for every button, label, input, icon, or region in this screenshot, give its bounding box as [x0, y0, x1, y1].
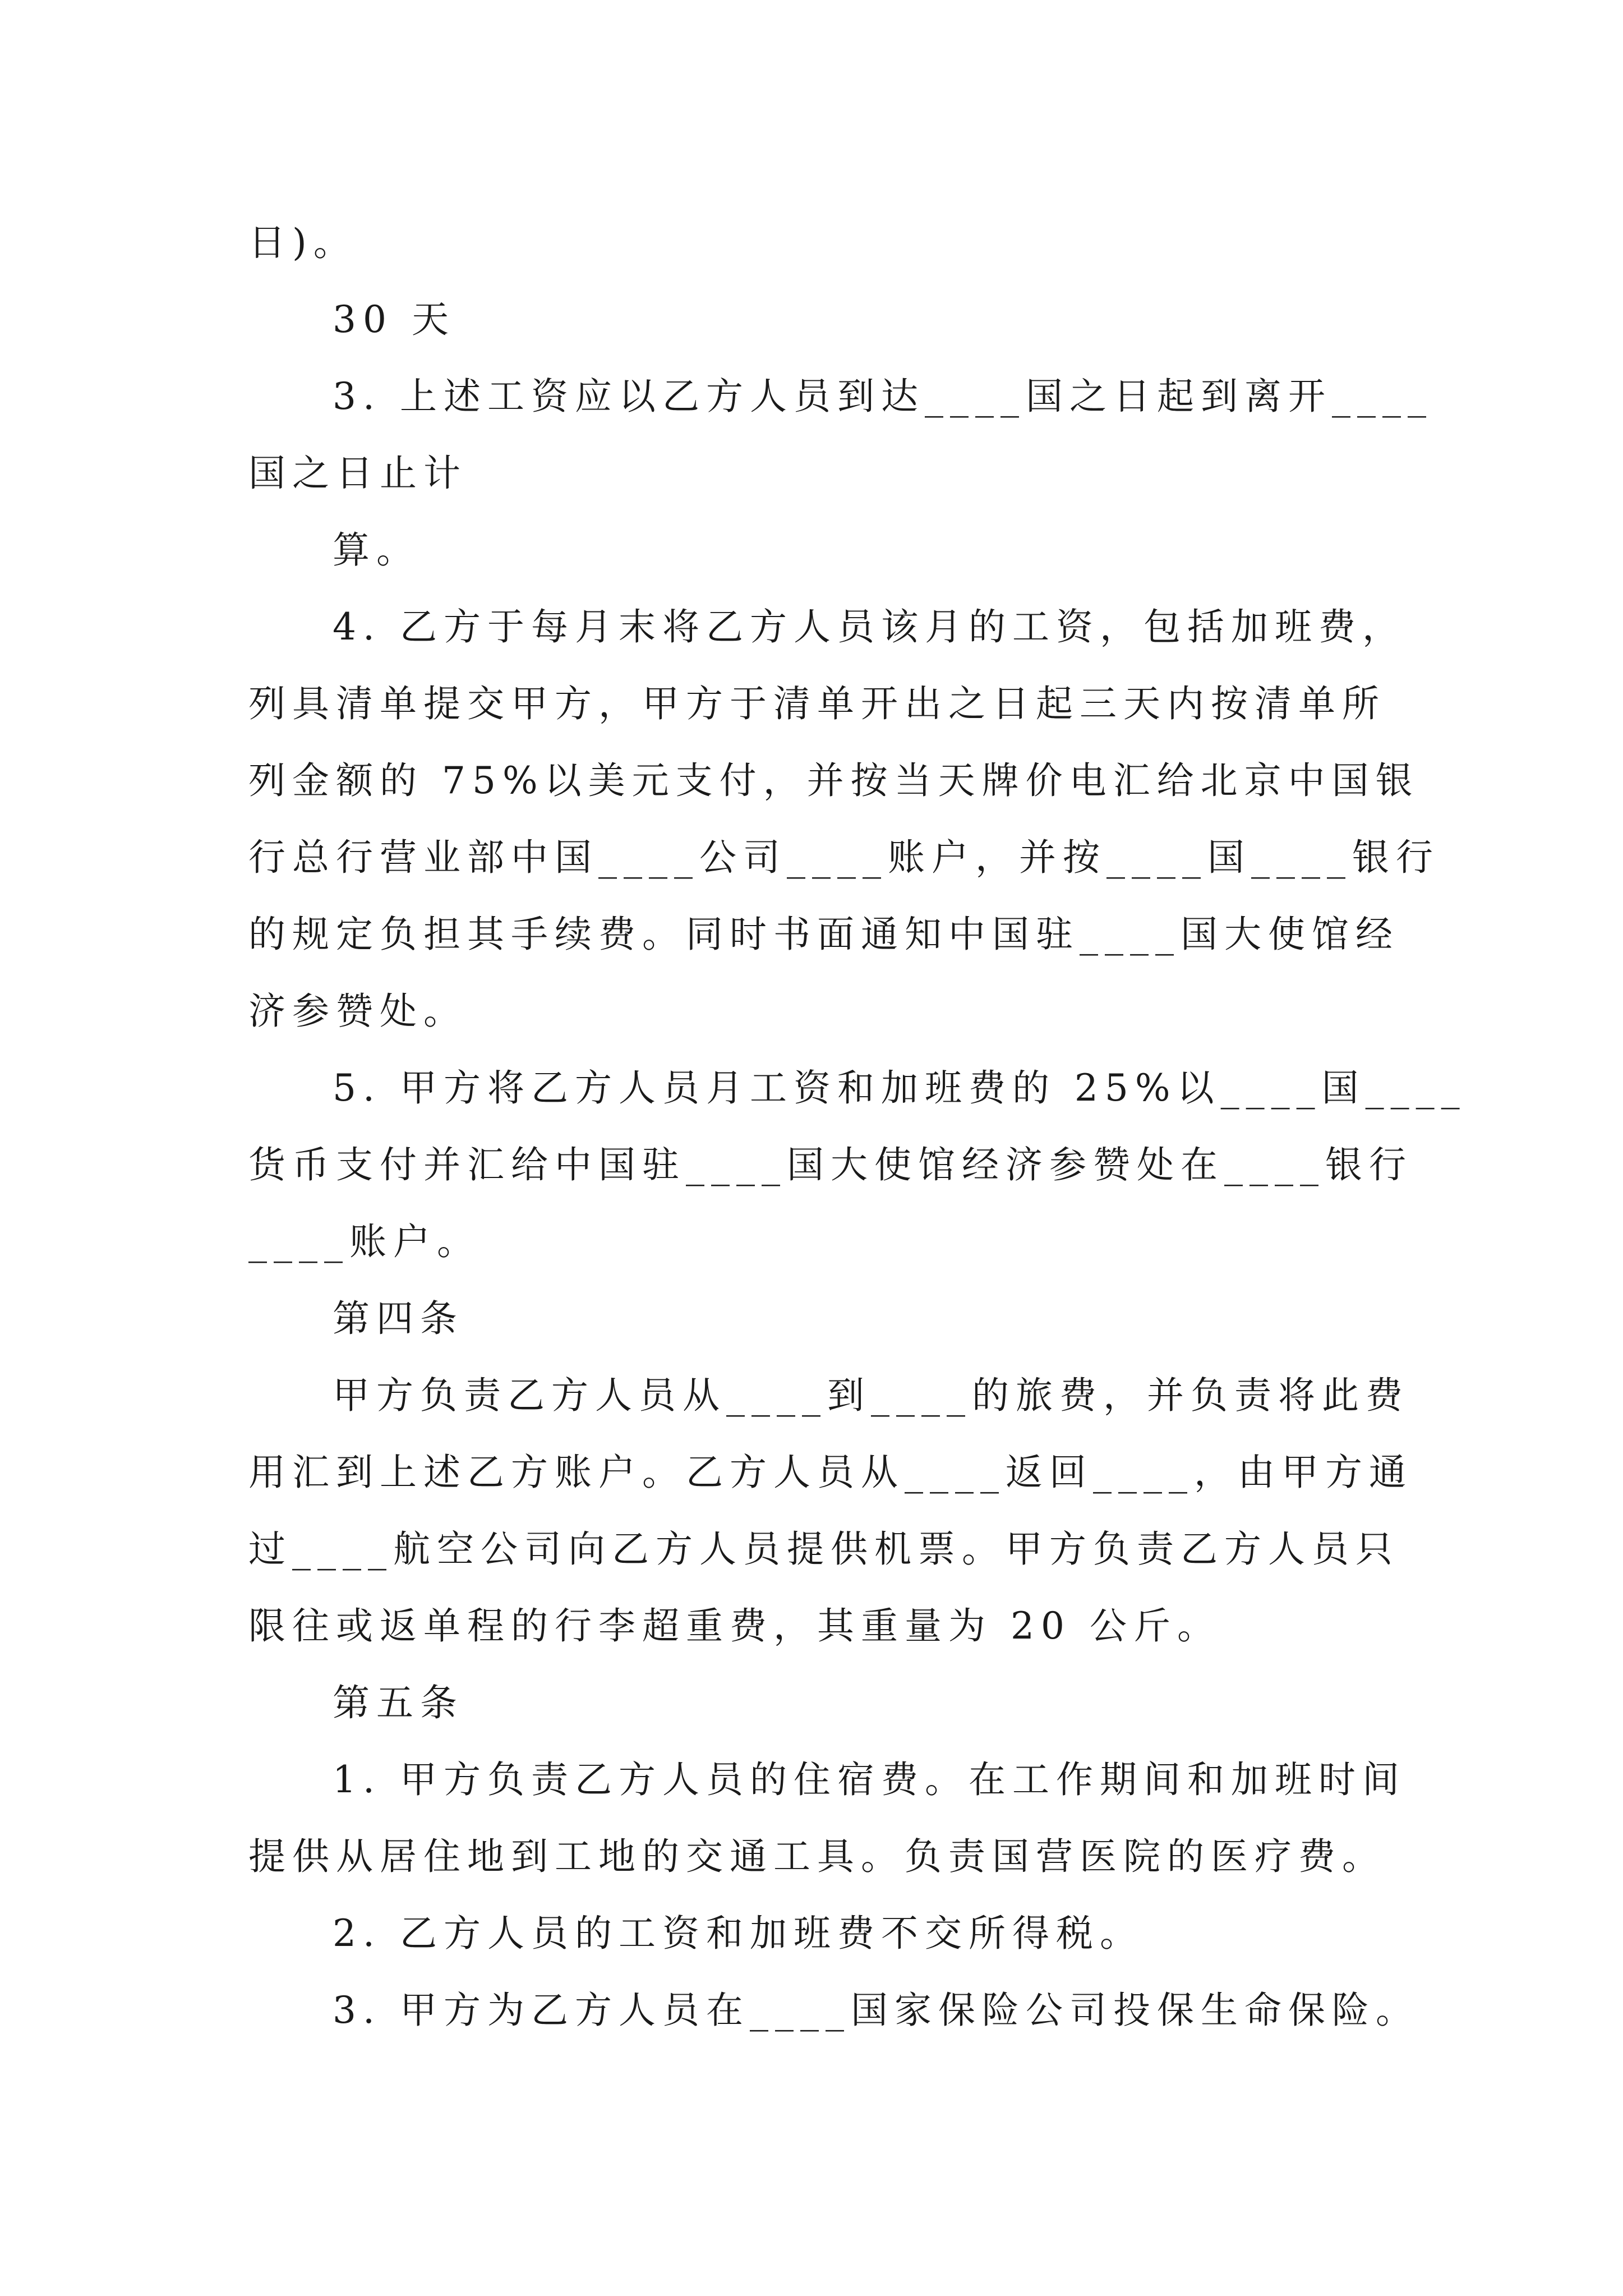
paragraph-line: 过____航空公司向乙方人员提供机票。甲方负责乙方人员只	[248, 1527, 1399, 1571]
paragraph-line: 的规定负担其手续费。同时书面通知中国驻____国大使馆经	[248, 913, 1399, 956]
paragraph-line: 列金额的 75%以美元支付，并按当天牌价电汇给北京中国银	[248, 759, 1419, 802]
paragraph-line: 济参赞处。	[248, 990, 467, 1033]
paragraph-line: 限往或返单程的行李超重费，其重量为 20 公斤。	[248, 1604, 1221, 1648]
paragraph-line: 3. 上述工资应以乙方人员到达____国之日起到离开____	[333, 375, 1433, 418]
paragraph-line: ____账户。	[248, 1220, 481, 1263]
paragraph-line: 30 天	[333, 298, 455, 341]
paragraph-line: 5. 甲方将乙方人员月工资和加班费的 25%以____国____	[333, 1066, 1467, 1110]
paragraph-line: 2. 乙方人员的工资和加班费不交所得税。	[333, 1912, 1144, 1955]
paragraph-line: 算。	[333, 528, 420, 572]
paragraph-line: 国之日止计	[248, 452, 467, 495]
paragraph-line: 4. 乙方于每月末将乙方人员该月的工资，包括加班费，	[333, 605, 1406, 648]
paragraph-line: 行总行营业部中国____公司____账户，并按____国____银行	[248, 836, 1440, 879]
section-heading: 第五条	[333, 1681, 464, 1724]
section-heading: 第四条	[333, 1297, 464, 1340]
paragraph-line: 货币支付并汇给中国驻____国大使馆经济参赞处在____银行	[248, 1143, 1413, 1186]
paragraph-line: 1. 甲方负责乙方人员的住宿费。在工作期间和加班时间	[333, 1758, 1406, 1801]
paragraph-line: 提供从居住地到工地的交通工具。负责国营医院的医疗费。	[248, 1835, 1386, 1878]
paragraph-line: 日)。	[248, 221, 357, 264]
paragraph-line: 用汇到上述乙方账户。乙方人员从____返回____，由甲方通	[248, 1451, 1413, 1494]
paragraph-line: 列具清单提交甲方，甲方于清单开出之日起三天内按清单所	[248, 682, 1386, 725]
paragraph-line: 甲方负责乙方人员从____到____的旅费，并负责将此费	[333, 1374, 1409, 1417]
paragraph-line: 3. 甲方为乙方人员在____国家保险公司投保生命保险。	[333, 1989, 1419, 2032]
